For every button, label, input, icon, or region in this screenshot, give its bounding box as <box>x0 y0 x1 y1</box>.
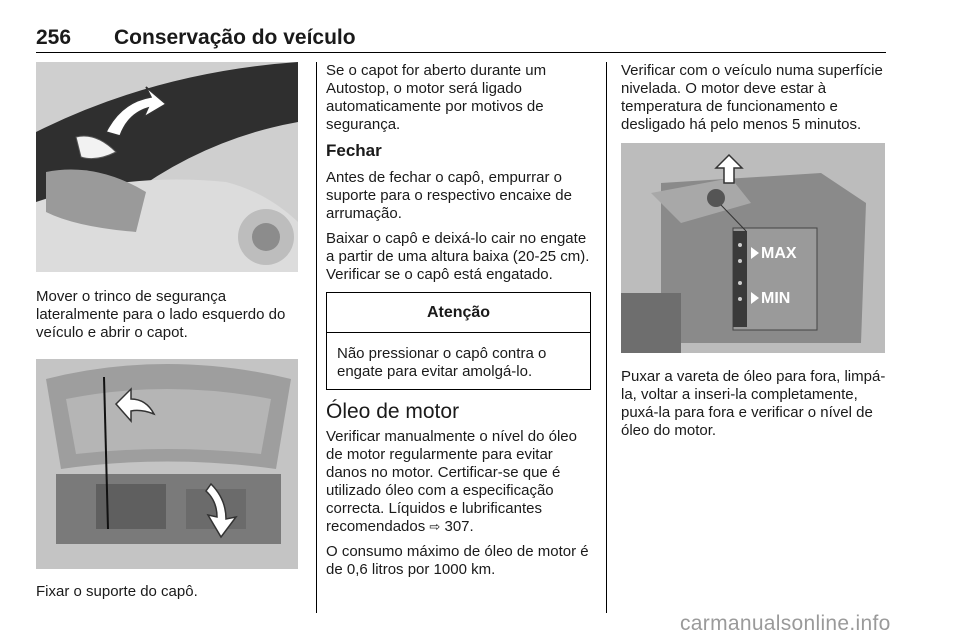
watermark: carmanualsonline.info <box>680 612 891 635</box>
caption-hood-latch: Mover o trinco de segurança lateralmente para o lado esquerdo do veículo e abrir o capot. <box>36 288 286 341</box>
hood-latch-illustration <box>36 62 298 272</box>
dipstick-min-label: MIN <box>761 290 791 307</box>
attention-title: Atenção <box>327 293 590 333</box>
column-divider-1 <box>316 62 317 613</box>
oil-paragraph-1: Verificar manualmente o nível do óleo de motor regularmente para evitar danos no motor. Certificar-se que é utilizado óleo com a especificação correcta. Líquidos e lubrificantes recomendados ⇨ 307. <box>326 428 577 535</box>
oil-paragraph-2: O consumo máximo de óleo de motor é de 0,6 litros por 1000 km. <box>326 543 589 578</box>
attention-box <box>326 292 591 390</box>
check-conditions-paragraph: Verificar com o veículo numa superfície nivelada. O motor deve estar à temperatura de funcionamento e desligado há pelo menos 5 minutos. <box>621 62 883 133</box>
hood-support-illustration <box>36 359 298 569</box>
column-2 <box>326 62 591 586</box>
dipstick-illustration <box>621 143 885 353</box>
close-paragraph-2: Baixar o capô e deixá-lo cair no engate a partir de uma altura baixa (20-25 cm). Verificar se o capô está engatado. <box>326 230 590 283</box>
page-number: 256 <box>36 26 72 49</box>
page-header <box>36 26 886 52</box>
close-paragraph-1: Antes de fechar o capô, empurrar o suporte para o respectivo encaixe de arrumação. <box>326 169 572 222</box>
column-divider-2 <box>606 62 607 613</box>
page-title: Conservação do veículo <box>114 26 356 49</box>
cross-reference-page[interactable]: 307. <box>440 518 474 535</box>
caption-hood-support: Fixar o suporte do capô. <box>36 583 198 600</box>
autostop-paragraph: Se o capot for aberto durante um Autostop, o motor será ligado automaticamente por motivos de segurança. <box>326 62 547 133</box>
heading-close: Fechar <box>326 141 382 160</box>
cross-reference-icon[interactable]: ⇨ <box>429 519 441 534</box>
heading-engine-oil: Óleo de motor <box>326 400 460 423</box>
header-rule <box>36 52 886 53</box>
column-3 <box>621 62 886 447</box>
dipstick-paragraph: Puxar a vareta de óleo para fora, limpá-la, voltar a inseri-la completamente, puxá-la para fora e verificar o nível de óleo do motor. <box>621 368 886 439</box>
column-1 <box>36 62 301 608</box>
dipstick-max-label: MAX <box>761 245 797 262</box>
attention-text: Não pressionar o capô contra o engate para evitar amolgá-lo. <box>337 345 547 380</box>
